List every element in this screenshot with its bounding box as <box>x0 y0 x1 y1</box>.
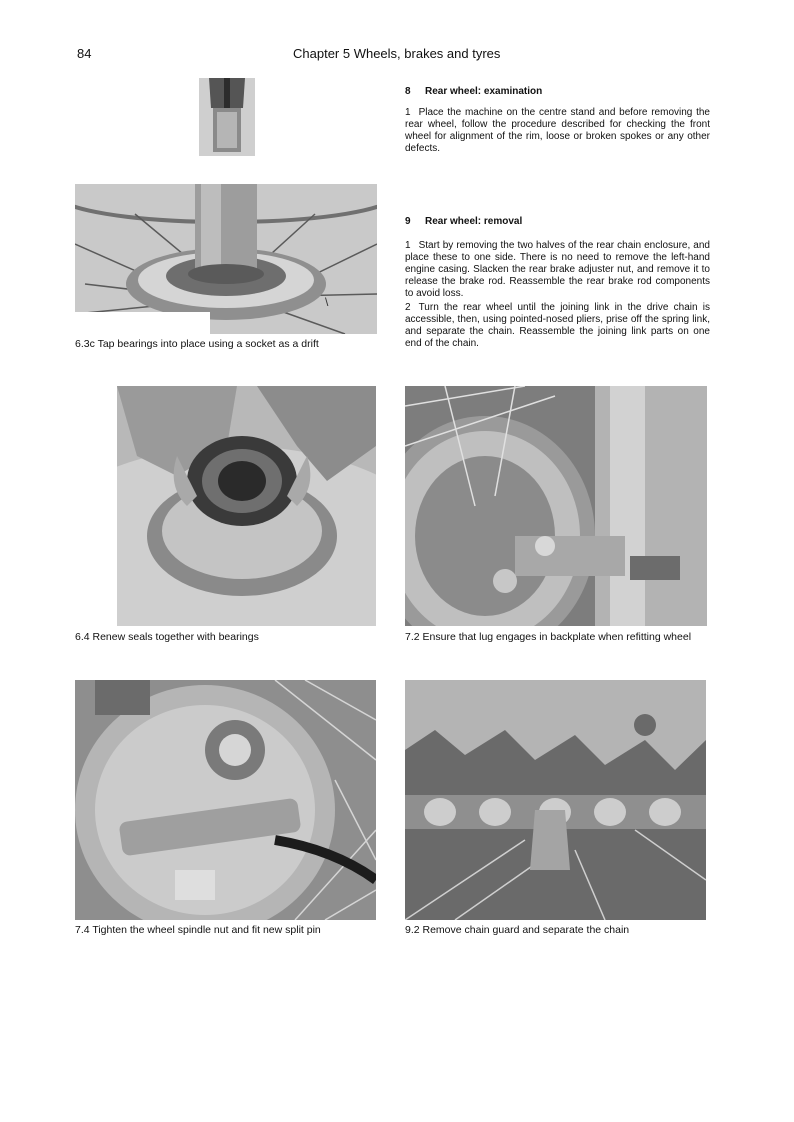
caption-7-4: 7.4 Tighten the wheel spindle nut and fit new split pin <box>75 924 321 936</box>
section-9-number: 9 <box>405 216 411 227</box>
photo-7-2-backplate <box>405 386 707 626</box>
paragraph-text: Start by removing the two halves of the rear chain enclosure, and place these to one side. There is no need to remove the left-hand engine casing. Slacken the rear brake adjuster nut, and remove it to release the brake rod. Reassemble the rear brake rod components to avoid loss. <box>405 240 710 299</box>
photo-7-4-spindle-nut <box>75 680 376 920</box>
caption-7-2: 7.2 Ensure that lug engages in backplate when refitting wheel <box>405 631 692 643</box>
photo-6-4-seal <box>117 386 376 626</box>
section-8-title: Rear wheel: examination <box>425 86 543 97</box>
section-8-heading <box>405 86 542 97</box>
photo-9-2-chain <box>405 680 706 920</box>
caption-6-4: 6.4 Renew seals together with bearings <box>75 631 259 643</box>
caption-6-3c: 6.3c Tap bearings into place using a socket as a drift <box>75 338 319 350</box>
section-9-paragraph-2 <box>405 302 710 350</box>
paragraph-number: 2 <box>405 302 411 313</box>
section-9-heading <box>405 216 522 227</box>
photo-socket-closeup <box>199 78 255 156</box>
page-number: 84 <box>77 46 92 61</box>
caption-9-2: 9.2 Remove chain guard and separate the chain <box>405 924 630 936</box>
chapter-title: Chapter 5 Wheels, brakes and tyres <box>293 46 501 61</box>
paragraph-number: 1 <box>405 107 411 118</box>
section-8-number: 8 <box>405 86 411 97</box>
paragraph-text: Turn the rear wheel until the joining link in the drive chain is accessible, then, using pointed-nosed pliers, prise off the spring link, and separate the chain. Reassemble the joining link parts on one end of the chain. <box>405 302 710 349</box>
paragraph-number: 1 <box>405 240 411 251</box>
paragraph-text: Place the machine on the centre stand and before removing the rear wheel, follow the procedure described for checking the front wheel for alignment of the rim, loose or broken spokes or any other defects. <box>405 107 710 154</box>
photo-6-3c-hub-socket <box>75 184 377 334</box>
section-9-paragraph-1 <box>405 240 710 300</box>
section-9-title: Rear wheel: removal <box>425 216 523 227</box>
section-8-paragraph-1 <box>405 107 710 155</box>
svg-text:\: \ <box>325 295 329 309</box>
